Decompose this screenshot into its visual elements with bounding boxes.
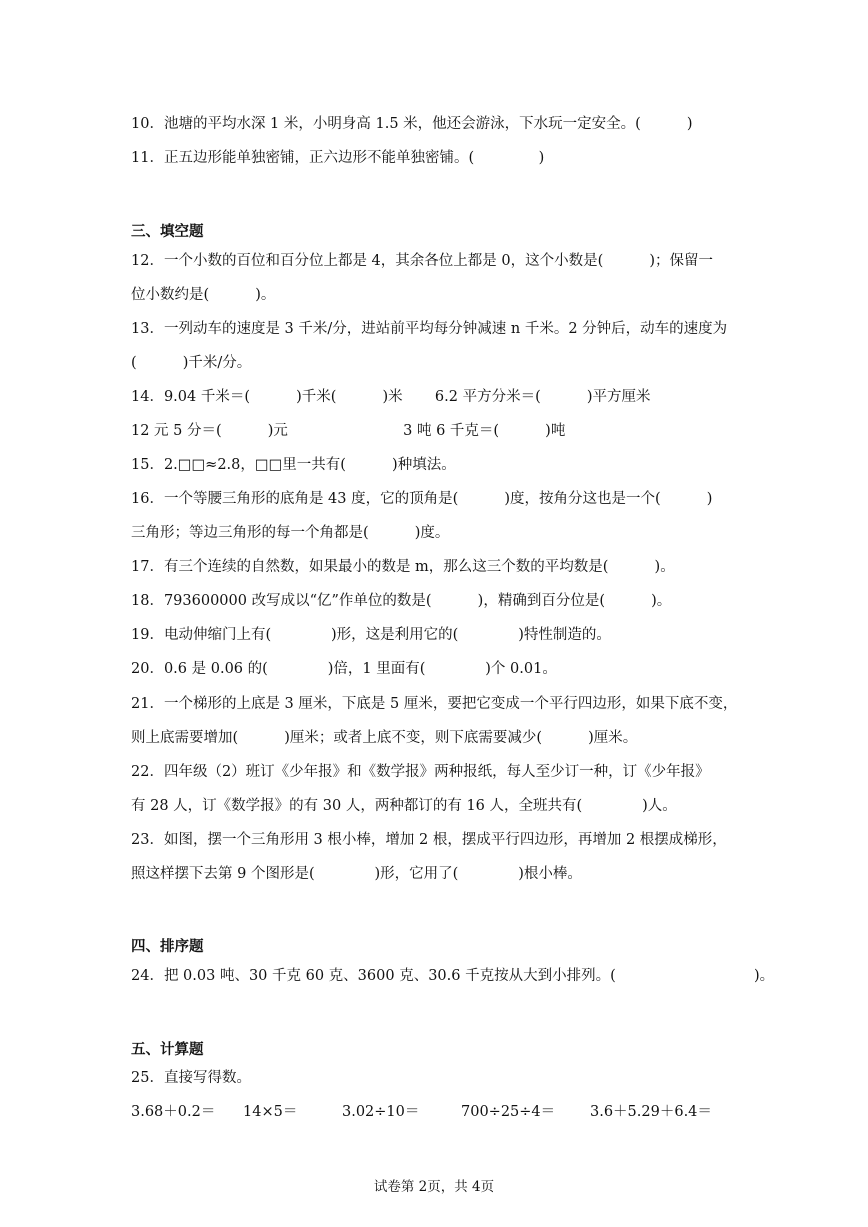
question-13-line2: ( )千米/分。 — [131, 355, 252, 371]
calc-item-1: 3.68＋0.2＝ — [131, 1104, 216, 1120]
calc-item-4: 700÷25÷4＝ — [461, 1104, 556, 1120]
question-16-line1: 16．一个等腰三角形的底角是 43 度，它的顶角是( )度，按角分这也是一个( ) — [131, 491, 713, 507]
question-24: 24．把 0.03 吨、30 千克 60 克、3600 克、30.6 千克按从大到小排列。( )。 — [131, 968, 775, 984]
section-heading-calculation: 五、计算题 — [131, 1042, 204, 1058]
calc-item-2: 14×5＝ — [243, 1104, 298, 1120]
question-14-line2: 12 元 5 分＝( )元 3 吨 6 千克＝( )吨 — [131, 423, 566, 439]
page-footer: 试卷第 2页，共 4页 — [373, 1179, 495, 1195]
question-17: 17．有三个连续的自然数，如果最小的数是 m，那么这三个数的平均数是( )。 — [131, 559, 675, 575]
question-23-line1: 23．如图，摆一个三角形用 3 根小棒，增加 2 根，摆成平行四边形，再增加 2 根摆成梯形， — [131, 832, 727, 848]
question-25: 25．直接写得数。 — [131, 1070, 251, 1086]
question-14-line1: 14．9.04 千米＝( )千米( )米 6.2 平方分米＝( )平方厘米 — [131, 389, 651, 405]
question-15: 15．2.□□≈2.8，□□里一共有( )种填法。 — [131, 457, 456, 473]
question-23-line2: 照这样摆下去第 9 个图形是( )形，它用了( )根小棒。 — [131, 866, 582, 882]
question-12-line2: 位小数约是( )。 — [131, 287, 276, 303]
calc-item-5: 3.6＋5.29＋6.4＝ — [590, 1104, 712, 1120]
calc-item-3: 3.02÷10＝ — [342, 1104, 420, 1120]
question-20: 20．0.6 是 0.06 的( )倍，1 里面有( )个 0.01。 — [131, 661, 557, 677]
question-18: 18．793600000 改写成以“亿”作单位的数是( )，精确到百分位是( )。 — [131, 593, 672, 609]
question-22-line2: 有 28 人，订《数学报》的有 30 人，两种都订的有 16 人，全班共有( )人。 — [131, 798, 677, 814]
section-heading-ordering: 四、排序题 — [131, 939, 204, 955]
question-12-line1: 12．一个小数的百位和百分位上都是 4，其余各位上都是 0，这个小数是( )；保留一 — [131, 253, 714, 269]
question-22-line1: 22．四年级（2）班订《少年报》和《数学报》两种报纸，每人至少订一种，订《少年报》 — [131, 764, 710, 780]
section-heading-fill-in: 三、填空题 — [131, 224, 204, 240]
question-16-line2: 三角形；等边三角形的每一个角都是( )度。 — [131, 525, 450, 541]
question-21-line2: 则上底需要增加( )厘米；或者上底不变，则下底需要减少( )厘米。 — [131, 730, 638, 746]
question-13-line1: 13．一列动车的速度是 3 千米/分，进站前平均每分钟减速 n 千米。2 分钟后，动车的速度为 — [131, 321, 728, 337]
question-21-line1: 21．一个梯形的上底是 3 厘米，下底是 5 厘米，要把它变成一个平行四边形，如果下底不变， — [131, 696, 738, 712]
question-11: 11．正五边形能单独密铺，正六边形不能单独密铺。( ) — [131, 150, 545, 166]
question-19: 19．电动伸缩门上有( )形，这是利用它的( )特性制造的。 — [131, 627, 611, 643]
question-10: 10．池塘的平均水深 1 米，小明身高 1.5 米，他还会游泳，下水玩一定安全。( ) — [131, 116, 693, 132]
